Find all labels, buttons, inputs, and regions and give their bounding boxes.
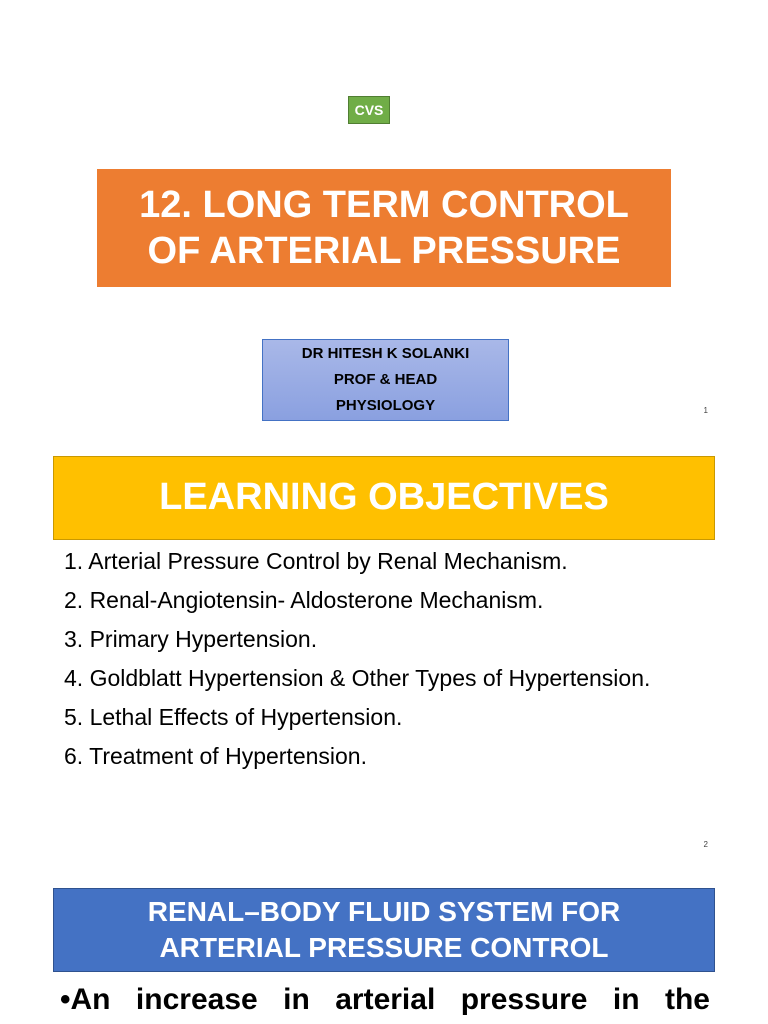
author-box (262, 339, 509, 421)
title-line-1: 12. LONG TERM CONTROL (139, 184, 629, 226)
objective-item: 3. Primary Hypertension. (64, 626, 318, 652)
objective-item: 4. Goldblatt Hypertension & Other Types of Hypertension. (64, 665, 651, 691)
renal-header-line-1: RENAL–BODY FLUID SYSTEM FOR (147, 896, 621, 927)
bullet-text: •An increase in arterial pressure in the (60, 983, 710, 1016)
renal-header-line-2: ARTERIAL PRESSURE CONTROL (159, 932, 609, 963)
title-line-2: OF ARTERIAL PRESSURE (147, 230, 621, 272)
renal-system-header (53, 888, 715, 972)
author-department: PHYSIOLOGY (335, 397, 436, 414)
slide-title (0, 0, 768, 432)
objective-item: 6. Treatment of Hypertension. (64, 743, 367, 769)
title-box (97, 169, 671, 287)
slide-number: 2 (703, 840, 708, 849)
objective-item: 2. Renal-Angiotensin- Aldosterone Mechanism. (64, 587, 544, 613)
author-name: DR HITESH K SOLANKI (301, 345, 470, 362)
slide-number: 1 (703, 406, 708, 415)
author-role: PROF & HEAD (333, 371, 438, 388)
learning-objectives-header: LEARNING OBJECTIVES (53, 456, 715, 540)
objective-item: 1. Arterial Pressure Control by Renal Mechanism. (64, 548, 568, 574)
cvs-tag: CVS (348, 96, 390, 124)
slide-learning-objectives (0, 432, 768, 862)
objective-item: 5. Lethal Effects of Hypertension. (64, 704, 403, 730)
objectives-list (60, 546, 710, 780)
slide-renal-body-fluid (0, 862, 768, 1024)
